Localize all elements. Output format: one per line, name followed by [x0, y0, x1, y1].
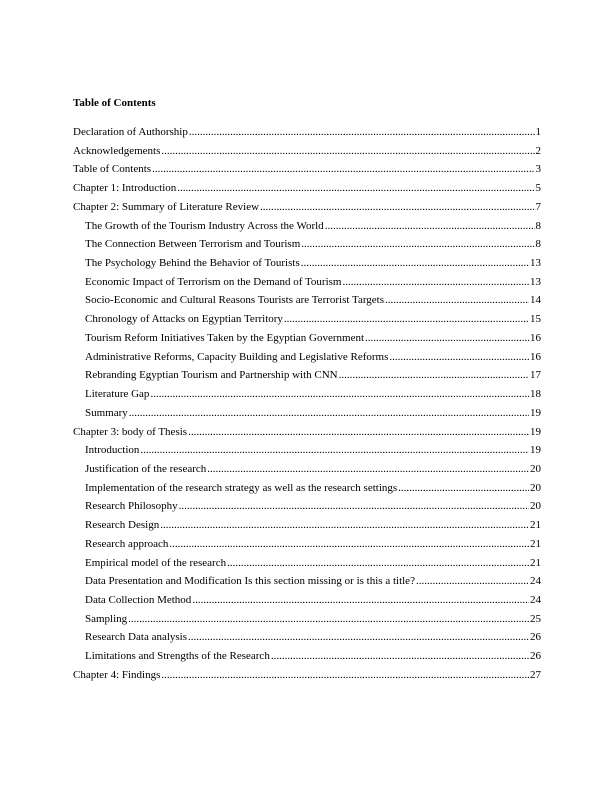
toc-page-number: 26 — [530, 650, 541, 663]
toc-entry[interactable] — [73, 293, 541, 312]
toc-dot-leader — [152, 162, 534, 176]
toc-entry[interactable] — [73, 612, 541, 631]
toc-page-number: 3 — [535, 163, 541, 176]
toc-page-number: 16 — [530, 331, 541, 344]
toc-entry[interactable] — [73, 312, 541, 331]
toc-entry-title: Summary — [85, 406, 128, 419]
toc-page-number: 17 — [530, 369, 541, 382]
toc-entry[interactable] — [73, 630, 541, 649]
toc-page-number: 25 — [530, 612, 541, 625]
toc-entry-title: Chapter 1: Introduction — [73, 182, 177, 195]
toc-dot-leader — [339, 368, 529, 382]
toc-dot-leader — [161, 668, 529, 682]
toc-entry-title: Chapter 3: body of Thesis — [73, 425, 188, 438]
toc-entry-title: Chapter 4: Findings — [73, 668, 161, 681]
toc-page-number: 14 — [530, 294, 541, 307]
toc-entry[interactable] — [73, 219, 541, 238]
toc-page-number: 2 — [535, 144, 541, 157]
toc-list — [73, 125, 541, 687]
toc-dot-leader — [150, 387, 529, 401]
toc-page-number: 26 — [530, 631, 541, 644]
toc-entry-title: Limitations and Strengths of the Research — [85, 650, 270, 663]
toc-page-number: 21 — [530, 537, 541, 550]
toc-dot-leader — [389, 350, 529, 364]
toc-dot-leader — [271, 649, 529, 663]
toc-entry[interactable] — [73, 556, 541, 575]
toc-page-number: 16 — [530, 350, 541, 363]
toc-dot-leader — [284, 312, 529, 326]
toc-dot-leader — [189, 125, 535, 139]
toc-dot-leader — [188, 630, 529, 644]
toc-dot-leader — [188, 425, 529, 439]
toc-entry[interactable] — [73, 668, 541, 687]
toc-entry-title: The Psychology Behind the Behavior of Tourists — [85, 257, 300, 270]
toc-entry-title: Literature Gap — [85, 388, 150, 401]
toc-dot-leader — [398, 481, 529, 495]
toc-entry[interactable] — [73, 256, 541, 275]
toc-dot-leader — [179, 499, 529, 513]
toc-dot-leader — [385, 293, 529, 307]
toc-entry[interactable] — [73, 518, 541, 537]
toc-page-number: 13 — [530, 257, 541, 270]
toc-entry[interactable] — [73, 200, 541, 219]
toc-entry[interactable] — [73, 537, 541, 556]
toc-page-number: 24 — [530, 575, 541, 588]
toc-entry-title: Empirical model of the research — [85, 556, 227, 569]
toc-entry-title: Acknowledgements — [73, 144, 161, 157]
toc-entry[interactable] — [73, 181, 541, 200]
toc-entry[interactable] — [73, 387, 541, 406]
toc-dot-leader — [227, 556, 529, 570]
toc-dot-leader — [192, 593, 529, 607]
toc-page-number: 5 — [535, 182, 541, 195]
toc-dot-leader — [365, 331, 529, 345]
toc-page-number: 1 — [535, 126, 541, 138]
toc-entry[interactable] — [73, 462, 541, 481]
toc-page-number: 19 — [530, 444, 541, 457]
toc-page-number: 21 — [530, 519, 541, 532]
toc-entry[interactable] — [73, 368, 541, 387]
toc-dot-leader — [343, 275, 530, 289]
toc-entry-title: Research Data analysis — [85, 631, 188, 644]
toc-page-number: 20 — [530, 462, 541, 475]
toc-entry[interactable] — [73, 499, 541, 518]
toc-page-number: 13 — [530, 275, 541, 288]
toc-page-number: 8 — [535, 238, 541, 251]
toc-dot-leader — [177, 181, 534, 195]
toc-entry[interactable] — [73, 350, 541, 369]
toc-dot-leader — [325, 219, 535, 233]
toc-entry-title: Economic Impact of Terrorism on the Demand of Tourism — [85, 275, 342, 288]
toc-page-number: 24 — [530, 593, 541, 606]
toc-entry-title: Rebranding Egyptian Tourism and Partnership with CNN — [85, 369, 338, 382]
toc-dot-leader — [260, 200, 534, 214]
toc-entry[interactable] — [73, 406, 541, 425]
toc-page-number: 8 — [535, 219, 541, 232]
toc-entry-title: Research Design — [85, 519, 160, 532]
toc-page-number: 7 — [535, 200, 541, 213]
toc-dot-leader — [160, 518, 529, 532]
toc-dot-leader — [169, 537, 529, 551]
toc-entry-title: Administrative Reforms, Capacity Building and Legislative Reforms — [85, 350, 389, 363]
toc-entry-title: Research Philosophy — [85, 500, 178, 513]
toc-entry-title: Declaration of Authorship — [73, 126, 188, 138]
toc-entry-title: Justification of the research — [85, 462, 207, 475]
toc-entry[interactable] — [73, 331, 541, 350]
toc-entry[interactable] — [73, 574, 541, 593]
toc-entry-title: Data Collection Method — [85, 593, 192, 606]
toc-entry[interactable] — [73, 481, 541, 500]
toc-page-number: 15 — [530, 313, 541, 326]
toc-dot-leader — [416, 574, 529, 588]
toc-dot-leader — [140, 443, 529, 457]
toc-page-number: 19 — [530, 425, 541, 438]
toc-entry-title: Tourism Reform Initiatives Taken by the Egyptian Government — [85, 331, 365, 344]
toc-dot-leader — [207, 462, 529, 476]
toc-entry-title: Introduction — [85, 444, 140, 457]
toc-entry[interactable] — [73, 275, 541, 294]
toc-dot-leader — [301, 237, 534, 251]
toc-entry[interactable] — [73, 425, 541, 444]
toc-dot-leader — [161, 144, 534, 158]
toc-page-number: 19 — [530, 406, 541, 419]
toc-entry-title: The Connection Between Terrorism and Tourism — [85, 238, 301, 251]
toc-entry-title: Table of Contents — [73, 163, 152, 176]
toc-entry[interactable] — [73, 144, 541, 163]
toc-dot-leader — [129, 406, 529, 420]
toc-entry[interactable] — [73, 593, 541, 612]
toc-page-number: 20 — [530, 481, 541, 494]
toc-entry[interactable] — [73, 649, 541, 668]
toc-page-number: 27 — [530, 668, 541, 681]
toc-entry-title: Data Presentation and Modification Is this section missing or is this a title? — [85, 575, 415, 588]
toc-entry[interactable] — [73, 162, 541, 181]
toc-entry-title: Socio-Economic and Cultural Reasons Tourists are Terrorist Targets — [85, 294, 385, 307]
toc-entry-title: Chapter 2: Summary of Literature Review — [73, 200, 260, 213]
toc-dot-leader — [301, 256, 529, 270]
toc-page-number: 21 — [530, 556, 541, 569]
toc-entry-title: The Growth of the Tourism Industry Across the World — [85, 219, 324, 232]
toc-entry-title: Implementation of the research strategy as well as the research settings — [85, 481, 398, 494]
toc-page-number: 18 — [530, 388, 541, 401]
toc-title: Table of Contents — [73, 97, 156, 109]
toc-dot-leader — [128, 612, 529, 626]
toc-entry-title: Chronology of Attacks on Egyptian Territory — [85, 313, 283, 326]
toc-entry-title: Research approach — [85, 537, 169, 550]
toc-entry-title: Sampling — [85, 612, 128, 625]
toc-entry[interactable] — [73, 125, 541, 144]
toc-page-number: 20 — [530, 500, 541, 513]
toc-entry[interactable] — [73, 443, 541, 462]
toc-entry[interactable] — [73, 237, 541, 256]
